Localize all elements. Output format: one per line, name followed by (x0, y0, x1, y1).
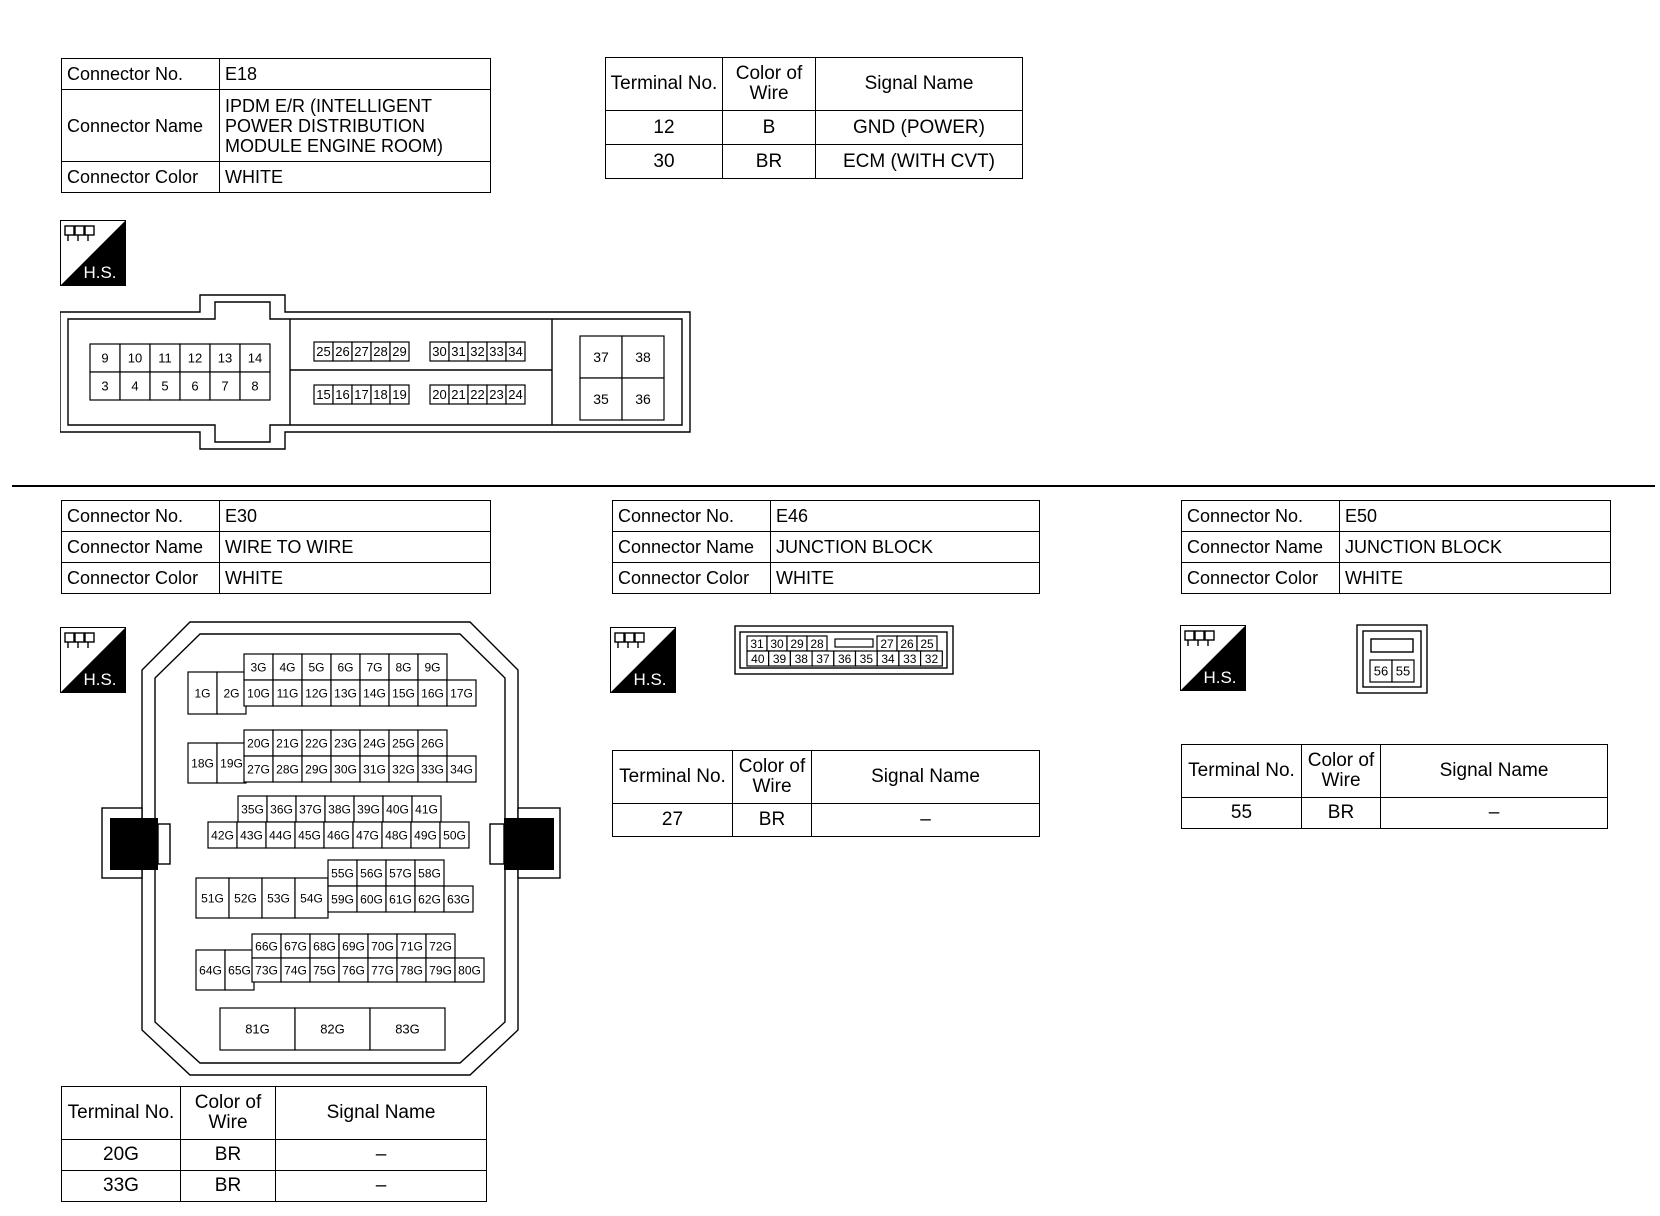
pin-label: 12 (187, 350, 203, 366)
e18-signal-name-header: Signal Name (816, 58, 1023, 111)
e18-terminal-no: 12 (606, 111, 723, 145)
pin-label: 9 (101, 350, 109, 366)
pin-label: 43G (240, 828, 263, 843)
pin-label: 59G (331, 892, 354, 907)
e30-connector-face (100, 620, 565, 1080)
pin-label: 34 (508, 344, 523, 360)
pin-label: 41G (415, 802, 438, 817)
pin-label: 18G (191, 756, 214, 771)
pin-label: 31G (363, 762, 386, 777)
pin-label: 62G (418, 892, 441, 907)
pin-label: 7G (366, 660, 383, 675)
e46-signal-name: – (812, 804, 1040, 837)
e46-terminal-no-header: Terminal No. (613, 751, 733, 804)
pin-label: 22 (470, 387, 485, 403)
pin-label: 51G (201, 891, 224, 906)
pin-label: 64G (199, 963, 222, 978)
pin-label: 6 (191, 378, 199, 394)
pin-label: 27G (247, 762, 270, 777)
e30-terminal-no: 33G (62, 1171, 181, 1202)
hs-badge-label: H.S. (1203, 668, 1237, 687)
pin-label: 28G (276, 762, 299, 777)
e50-info-table (1181, 500, 1611, 594)
e30-signal-name: – (276, 1140, 487, 1171)
pin-label: 27 (880, 636, 894, 651)
pin-label: 50G (443, 828, 466, 843)
pin-label: 34 (881, 651, 895, 666)
e18-connector-name-line-3: MODULE ENGINE ROOM) (225, 135, 444, 156)
e30-terminal-no: 20G (62, 1140, 181, 1171)
e50-connector-color-label: Connector Color (1182, 563, 1340, 594)
e18-signal-name: ECM (WITH CVT) (816, 145, 1023, 179)
pin-label: 82G (320, 1021, 345, 1037)
pin-label: 16 (335, 387, 350, 403)
e18-pin-group (90, 336, 664, 420)
pin-label: 26 (900, 636, 914, 651)
hs-harness-side-icon (60, 220, 126, 286)
e50-connector-name-value: JUNCTION BLOCK (1340, 532, 1611, 563)
pin-label: 83G (395, 1021, 420, 1037)
pin-label: 8G (395, 660, 412, 675)
e30-wire-color: BR (181, 1171, 276, 1202)
e30-terminal-no-header: Terminal No. (62, 1087, 181, 1140)
pin-label: 49G (414, 828, 437, 843)
e50-connector-color-value: WHITE (1340, 563, 1611, 594)
pin-label: 74G (284, 963, 307, 978)
hs-harness-side-icon (1180, 625, 1246, 691)
pin-label: 13 (217, 350, 233, 366)
e30-color-of-wire-header: Color of Wire (181, 1087, 276, 1140)
pin-label: 20G (247, 736, 270, 751)
e46-connector-name-value: JUNCTION BLOCK (771, 532, 1040, 563)
e18-terminal-no-header: Terminal No. (606, 58, 723, 111)
pin-label: 38 (794, 651, 808, 666)
e46-connector-color-label: Connector Color (613, 563, 771, 594)
pin-label: 38G (328, 802, 351, 817)
pin-label: 36 (837, 651, 852, 666)
pin-label: 55G (331, 866, 354, 881)
pin-label: 24 (508, 387, 523, 403)
pin-label: 24G (363, 736, 386, 751)
pin-label: 28 (373, 344, 388, 360)
pin-label: 32G (392, 762, 415, 777)
e18-connector-no-label: Connector No. (62, 59, 220, 90)
pin-label: 73G (255, 963, 278, 978)
pin-label: 76G (342, 963, 365, 978)
pin-label: 33 (489, 344, 504, 360)
pin-label: 32 (924, 651, 939, 666)
pin-label: 29G (305, 762, 328, 777)
pin-label: 21 (451, 387, 466, 403)
pin-label: 58G (418, 866, 441, 881)
pin-label: 38 (635, 349, 651, 366)
e30-signal-name: – (276, 1171, 487, 1202)
e18-color-of-wire-header: Color of Wire (723, 58, 816, 111)
pin-label: 52G (234, 891, 257, 906)
e18-info-table (61, 58, 491, 193)
pin-label: 37G (299, 802, 322, 817)
e46-color-of-wire-header: Color of Wire (733, 751, 812, 804)
pin-label: 72G (429, 939, 452, 954)
pin-label: 32 (470, 344, 485, 360)
pin-label: 30 (432, 344, 447, 360)
e30-connector-color-label: Connector Color (62, 563, 220, 594)
e18-terminal-table (605, 57, 1023, 179)
e46-pin-group (747, 636, 942, 666)
pin-label: 77G (371, 963, 394, 978)
e50-terminal-no: 55 (1182, 798, 1302, 829)
pin-label: 11 (158, 350, 172, 366)
pin-label: 25 (316, 344, 331, 360)
hs-harness-side-icon (610, 627, 676, 693)
e50-pin-group (1370, 660, 1414, 682)
pin-label: 15G (392, 686, 415, 701)
pin-label: 35 (593, 391, 609, 408)
pin-label: 28 (810, 636, 824, 651)
pin-label: 4G (279, 660, 296, 675)
pin-label: 69G (342, 939, 365, 954)
e30-terminal-table (61, 1086, 487, 1202)
e50-connector-no-label: Connector No. (1182, 501, 1340, 532)
pin-label: 57G (389, 866, 412, 881)
pin-label: 15 (316, 387, 331, 403)
hs-badge-label: H.S. (83, 670, 117, 689)
pin-label: 80G (458, 963, 481, 978)
pin-label: 53G (267, 891, 290, 906)
e50-connector-no-value: E50 (1340, 501, 1611, 532)
pin-label: 29 (790, 636, 804, 651)
pin-label: 36G (270, 802, 293, 817)
pin-label: 13G (334, 686, 357, 701)
pin-label: 25 (920, 636, 934, 651)
e30-connector-no-value: E30 (220, 501, 491, 532)
pin-label: 31 (451, 344, 466, 360)
pin-label: 10G (247, 686, 270, 701)
pin-label: 5G (308, 660, 325, 675)
hs-badge-label: H.S. (633, 670, 667, 689)
pin-label: 7 (221, 378, 229, 394)
pin-label: 56 (1373, 663, 1389, 679)
pin-label: 12G (305, 686, 328, 701)
e50-connector-face (1356, 624, 1430, 696)
pin-label: 22G (305, 736, 328, 751)
pin-label: 78G (400, 963, 423, 978)
pin-label: 33G (421, 762, 444, 777)
e18-connector-face (60, 292, 695, 452)
e18-connector-name-label: Connector Name (62, 90, 220, 162)
pin-label: 10 (127, 350, 143, 366)
pin-label: 66G (255, 939, 278, 954)
pin-label: 26G (421, 736, 444, 751)
e46-connector-color-value: WHITE (771, 563, 1040, 594)
pin-label: 19G (220, 756, 243, 771)
pin-label: 8 (251, 378, 259, 394)
e18-terminal-no: 30 (606, 145, 723, 179)
pin-label: 9G (424, 660, 441, 675)
e46-terminal-no: 27 (613, 804, 733, 837)
pin-label: 39 (772, 651, 787, 666)
e46-connector-no-value: E46 (771, 501, 1040, 532)
pin-label: 67G (284, 939, 307, 954)
pin-label: 16G (421, 686, 444, 701)
pin-label: 20 (432, 387, 447, 403)
pin-label: 11G (276, 686, 299, 701)
e18-signal-name: GND (POWER) (816, 111, 1023, 145)
pin-label: 14G (363, 686, 386, 701)
pin-label: 17G (450, 686, 473, 701)
e30-connector-name-value: WIRE TO WIRE (220, 532, 491, 563)
pin-label: 56G (360, 866, 383, 881)
section-divider (12, 485, 1655, 487)
pin-label: 39G (357, 802, 380, 817)
hs-badge-label: H.S. (83, 263, 117, 282)
pin-label: 55 (1395, 663, 1411, 679)
pin-label: 30G (334, 762, 357, 777)
e30-connector-color-value: WHITE (220, 563, 491, 594)
pin-label: 36 (635, 391, 651, 408)
e46-info-table (612, 500, 1040, 594)
pin-label: 79G (429, 963, 452, 978)
e50-terminal-no-header: Terminal No. (1182, 745, 1302, 798)
pin-label: 2G (223, 686, 240, 701)
pin-label: 42G (211, 828, 234, 843)
pin-label: 17 (354, 387, 369, 403)
e18-wire-color: BR (723, 145, 816, 179)
e30-signal-name-header: Signal Name (276, 1087, 487, 1140)
e18-connector-name-line-2: POWER DISTRIBUTION (225, 115, 426, 136)
pin-label: 44G (269, 828, 292, 843)
e30-connector-name-label: Connector Name (62, 532, 220, 563)
pin-label: 3G (250, 660, 267, 675)
e50-wire-color: BR (1302, 798, 1381, 829)
e46-connector-name-label: Connector Name (613, 532, 771, 563)
pin-label: 27 (354, 344, 369, 360)
e46-signal-name-header: Signal Name (812, 751, 1040, 804)
e50-color-of-wire-header: Color of Wire (1302, 745, 1381, 798)
pin-label: 34G (450, 762, 473, 777)
pin-label: 18 (373, 387, 388, 403)
connector-lock-bar (835, 639, 873, 647)
e18-connector-color-label: Connector Color (62, 162, 220, 193)
e30-info-table (61, 500, 491, 594)
pin-label: 3 (101, 378, 109, 394)
e50-signal-name-header: Signal Name (1381, 745, 1608, 798)
pin-label: 26 (335, 344, 350, 360)
pin-label: 33 (903, 651, 917, 666)
pin-label: 19 (392, 387, 407, 403)
e18-connector-name-value (220, 90, 491, 162)
pin-label: 4 (131, 378, 139, 394)
e18-connector-no-value: E18 (220, 59, 491, 90)
e18-connector-color-value: WHITE (220, 162, 491, 193)
e46-terminal-table (612, 750, 1040, 837)
pin-label: 25G (392, 736, 415, 751)
pin-label: 61G (389, 892, 412, 907)
pin-label: 37 (816, 651, 830, 666)
pin-label: 46G (327, 828, 350, 843)
pin-label: 1G (194, 686, 211, 701)
pin-label: 47G (356, 828, 379, 843)
pin-label: 40G (386, 802, 409, 817)
pin-label: 31 (750, 636, 764, 651)
e18-connector-name-line-1: IPDM E/R (INTELLIGENT (225, 95, 433, 116)
pin-label: 75G (313, 963, 336, 978)
e50-connector-name-label: Connector Name (1182, 532, 1340, 563)
pin-label: 6G (337, 660, 354, 675)
pin-label: 70G (371, 939, 394, 954)
pin-label: 81G (245, 1021, 270, 1037)
e46-wire-color: BR (733, 804, 812, 837)
pin-label: 40 (751, 651, 765, 666)
e30-pin-group (188, 654, 484, 1050)
pin-label: 71G (400, 939, 423, 954)
pin-label: 63G (447, 892, 470, 907)
pin-label: 35G (241, 802, 264, 817)
e30-connector-no-label: Connector No. (62, 501, 220, 532)
pin-label: 5 (161, 378, 169, 394)
pin-label: 68G (313, 939, 336, 954)
pin-label: 23G (334, 736, 357, 751)
e46-connector-face (734, 625, 956, 677)
pin-label: 29 (392, 344, 407, 360)
pin-label: 54G (300, 891, 323, 906)
pin-label: 37 (593, 349, 609, 366)
pin-label: 30 (770, 636, 784, 651)
pin-label: 65G (228, 963, 251, 978)
pin-label: 14 (247, 350, 263, 366)
e46-connector-no-label: Connector No. (613, 501, 771, 532)
pin-label: 21G (276, 736, 299, 751)
pin-label: 23 (489, 387, 504, 403)
e50-terminal-table (1181, 744, 1608, 829)
pin-label: 48G (385, 828, 408, 843)
pin-label: 60G (360, 892, 383, 907)
pin-label: 35 (859, 651, 874, 666)
e30-wire-color: BR (181, 1140, 276, 1171)
pin-label: 45G (298, 828, 321, 843)
e50-signal-name: – (1381, 798, 1608, 829)
e18-wire-color: B (723, 111, 816, 145)
